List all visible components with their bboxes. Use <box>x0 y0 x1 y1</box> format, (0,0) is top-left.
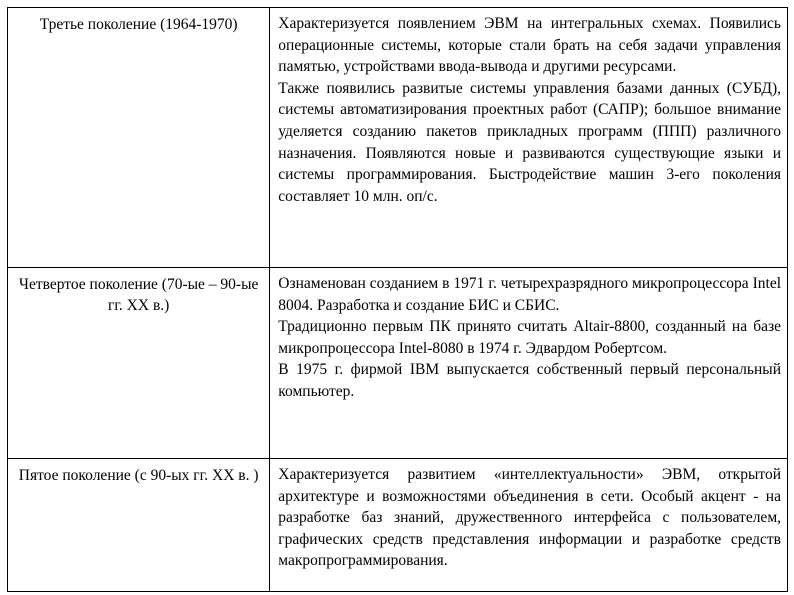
generation-cell <box>8 459 270 592</box>
description-paragraph: В 1975 г. фирмой IBM выпускается собственный первый персональный компьютер. <box>278 361 781 400</box>
description-paragraph: Характеризуется развитием «интеллектуальности» ЭВМ, открытой архитектуре и возможностями объединения в сети. Особый акцент - на разработке баз знаний, дружественного интерфейса с пользователем, графических средств представления информации и разработке средств макропрограммирования. <box>278 466 781 570</box>
generation-label: Третье поколение (1964-1970) <box>39 16 238 33</box>
description-cell <box>270 8 788 268</box>
description-text <box>270 268 787 405</box>
description-text <box>270 459 787 574</box>
description-paragraph: Характеризуется появлением ЭВМ на интегральных схемах. Появились операционные системы, которые стали брать на себя задачи управления памятью, устройствами ввода-вывода и другими ресурсами. <box>278 15 781 76</box>
table-row <box>8 459 788 592</box>
description-cell <box>270 268 788 459</box>
table-row <box>8 268 788 459</box>
description-paragraph: Традиционно первым ПК принято считать Altair-8800, созданный на базе микропроцессора Intel-8080 в 1974 г. Эдвардом Робертсом. <box>278 318 781 357</box>
description-paragraph: Ознаменован созданием в 1971 г. четырехразрядного микропроцессора Intel 8004. Разработка и создание БИС и СБИС. <box>278 275 781 314</box>
description-cell <box>270 459 788 592</box>
description-text <box>270 8 787 209</box>
generations-table <box>7 7 788 592</box>
generation-label: Пятое поколение (с 90-ых гг. XX в. ) <box>18 467 259 484</box>
generation-label: Четвертое поколение (70-ые – 90-ые гг. XX в.) <box>18 276 259 314</box>
description-paragraph: Также появились развитые системы управления базами данных (СУБД), системы автоматизирования проектных работ (САПР); большое внимание уделяется созданию пакетов прикладных программ (ППП) различного назначения. Появляются новые и развиваются существующие языки и системы программирования. Быстродействие машин 3-его поколения составляет 10 млн. оп/с. <box>278 79 781 205</box>
generation-cell <box>8 8 270 268</box>
table-row <box>8 8 788 268</box>
generation-cell <box>8 268 270 459</box>
